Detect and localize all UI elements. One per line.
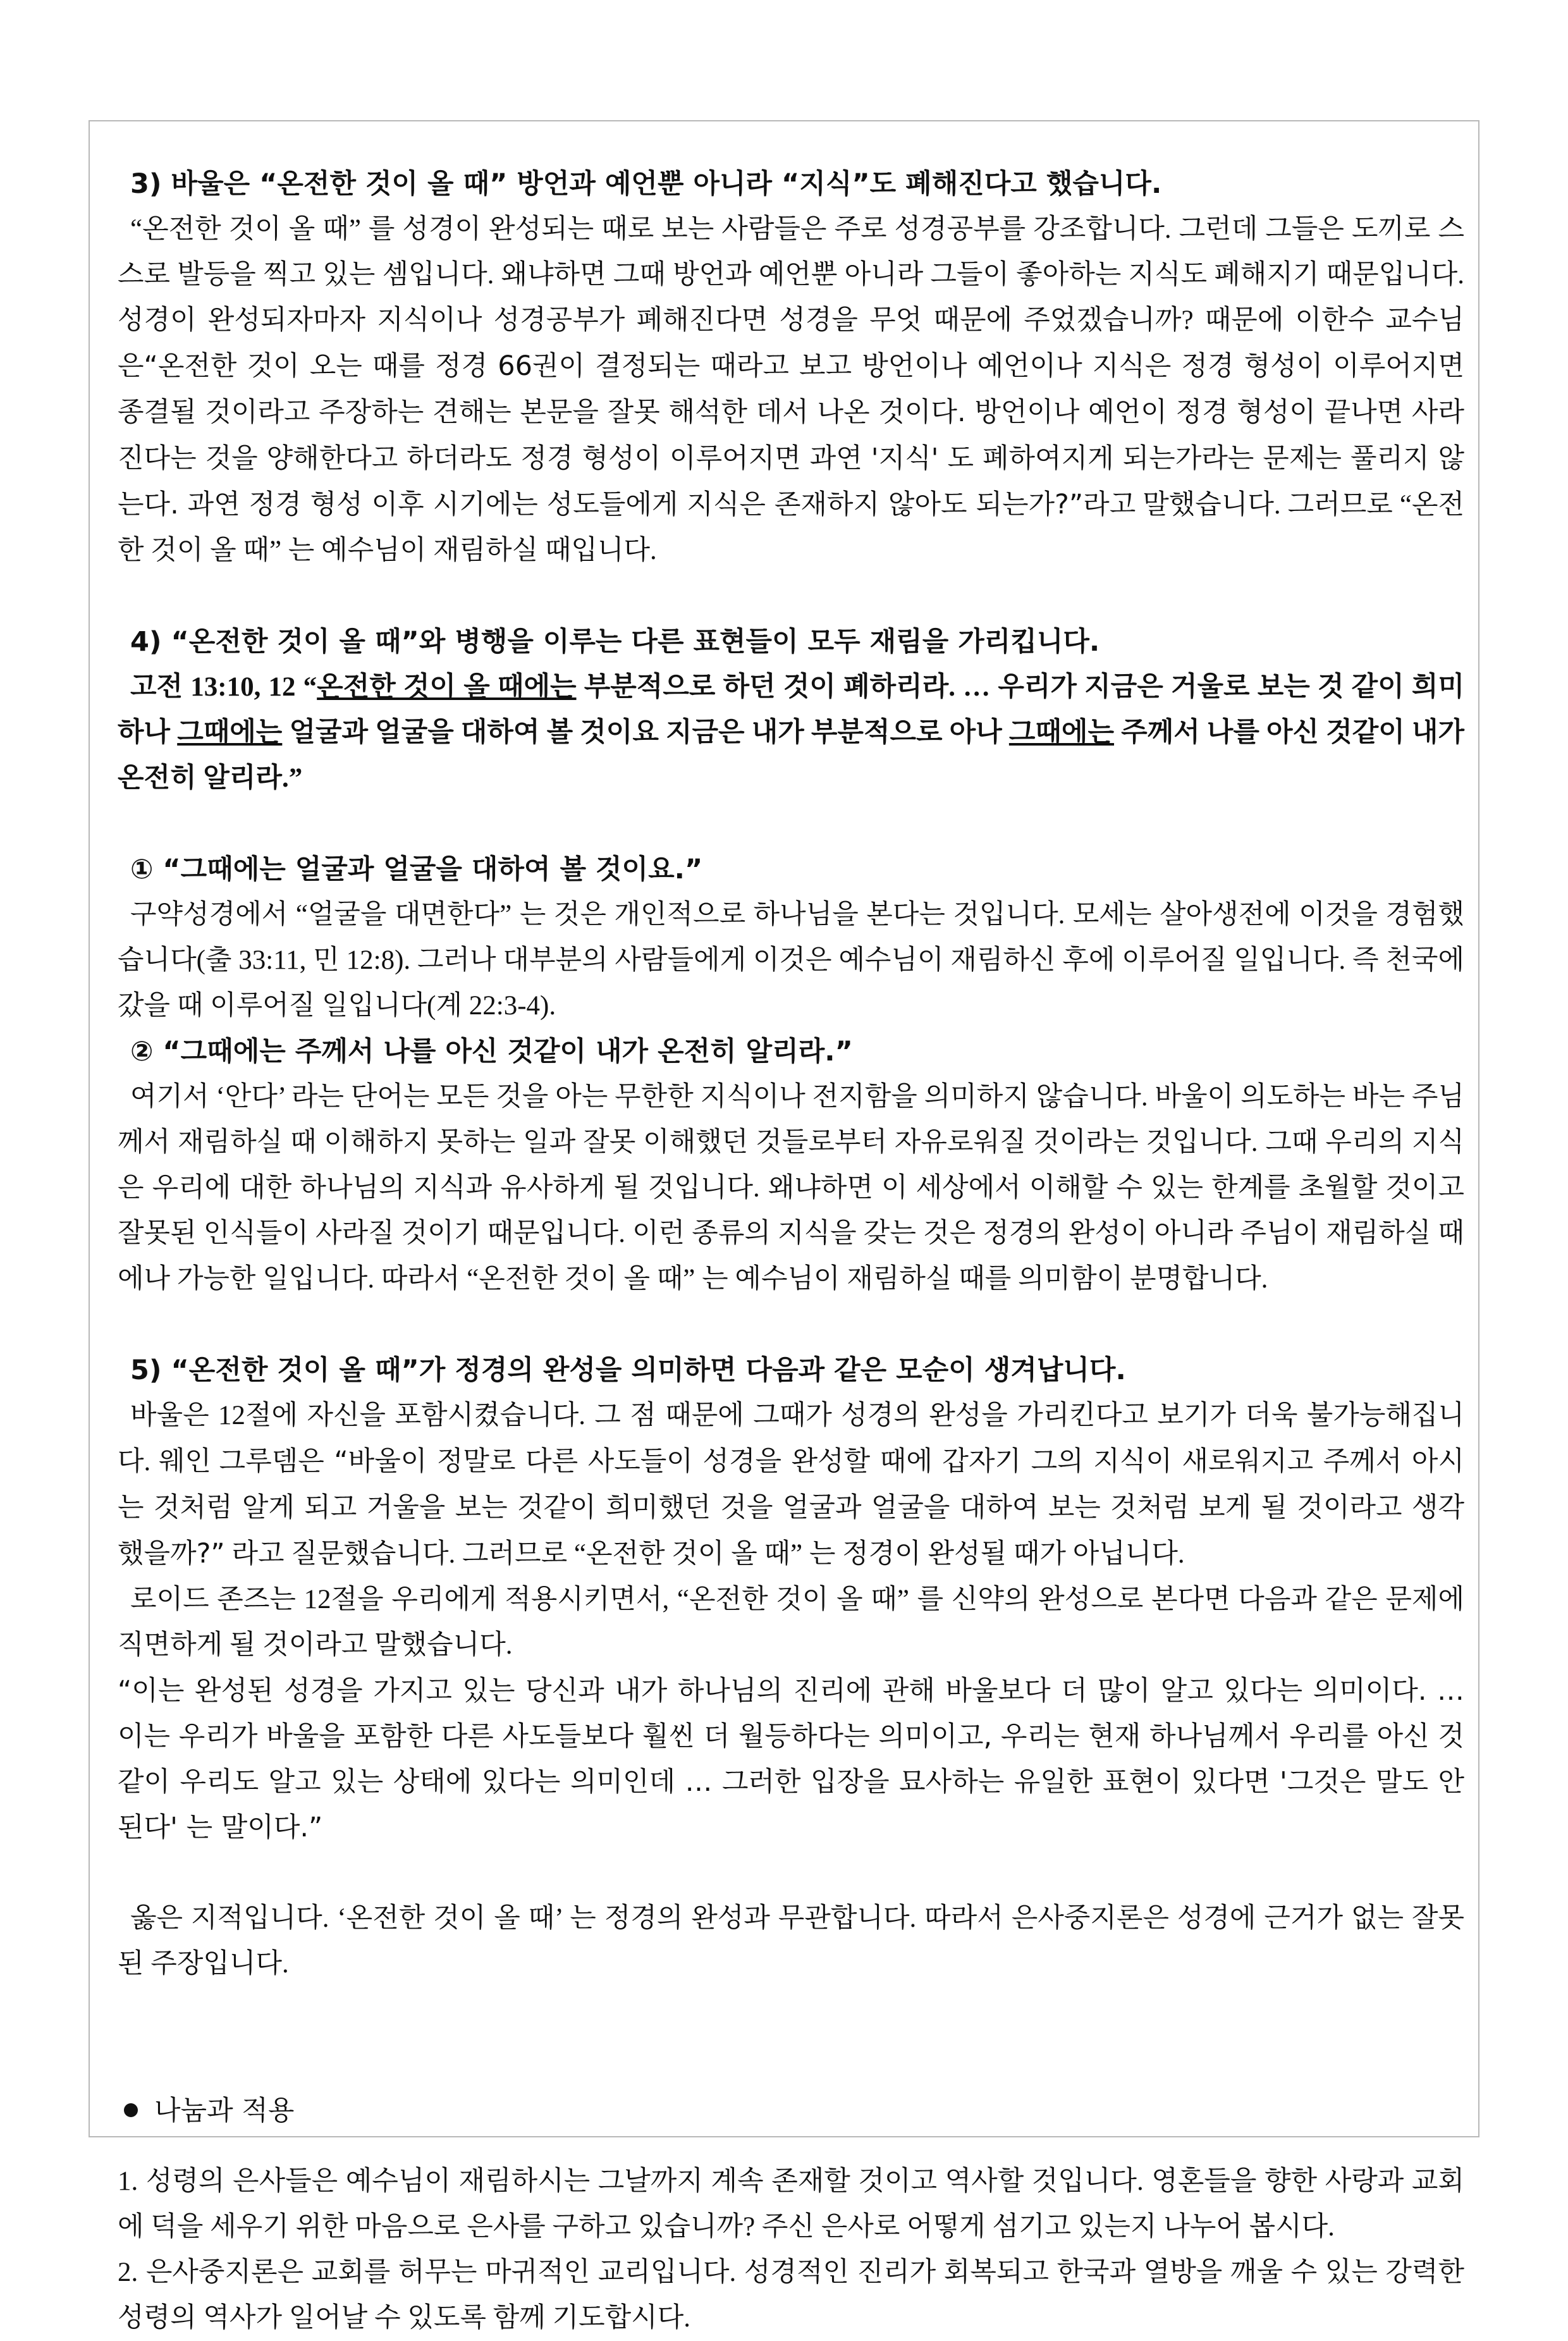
section-3-text: “온전한 것이 올 때” 를 성경이 완성되는 때로 보는 사람들은 주로 성경공부를 강조합니다. 그런데 그들은 도끼로 스스로 발등을 찍고 있는 셈입니다. 왜냐하면 그때 방언과 예언뿐 아니라 그들이 좋아하는 지식도 폐해지기 때문입니다. 성경이 완성되자마자 지식이나 성경공부가 폐해진다면 성경을 무엇 때문에 주었겠습니까? 때문에 이한수 교수님은 — [118, 214, 1464, 381]
verse-reference: 고전 13:10, 12 “ — [130, 672, 317, 702]
subpoint-2-text: 여기서 ‘안다’ 라는 단어는 모든 것을 아는 무한한 지식이나 전지함을 의미하지 않습니다. 바울이 의도하는 바는 주님께서 재림하실 때 이해하지 못하는 일과 잘못 이해했던 것들로부터 자유로워질 것이라는 것입니다. 그때 우리의 지식은 우리에 대한 하나님의 지식과 유사하게 될 것입니다. 왜냐하면 이 세상에서 이해할 수 있는 한계를 초월할 것이고 잘못된 인식들이 사라질 것이기 때문입니다. 이런 종류의 지식을 갖는 것은 정경의 완성이 아니라 주님이 재림하실 때에나 가능한 일입니다. 따라서 “온전한 것이 올 때” 는 예수님이 재림하실 때를 의미함이 분명합니다. — [118, 1082, 1464, 1294]
spacer — [118, 2134, 1464, 2159]
sharing-item-2: 2. 은사중지론은 교회를 허무는 마귀적인 교리입니다. 성경적인 진리가 회복되고 한국과 열방을 깨울 수 있는 강력한 성령의 역사가 일어날 수 있도록 함께 기도합시다. — [118, 2258, 1464, 2333]
section-5-text-b: 라고 질문했습니다. 그러므로 “온전한 것이 올 때” 는 정경이 완성될 때가 아닙니다. — [224, 1539, 1185, 1569]
section-3-paragraph — [118, 207, 1464, 574]
sharing-title-line — [118, 2088, 1464, 2134]
spacer — [118, 1850, 1464, 1896]
section-3-text-end: 라고 말했습니다. 그러므로 “온전한 것이 올 때” 는 예수님이 재림하실 때입니다. — [118, 490, 1464, 565]
verse-text-2: 얼굴과 얼굴을 대하여 볼 것이요 지금은 내가 부분적으로 아나 — [282, 718, 1009, 747]
verse-underline-2: 그때에는 — [177, 718, 283, 747]
section-5-text-a: 바울은 12절에 자신을 포함시켰습니다. 그 점 때문에 그때가 성경의 완성을 가리킨다고 보기가 더욱 불가능해집니다. 웨인 그루뎀은 — [118, 1401, 1464, 1477]
verse-text-1: 부분적으로 하던 것이 폐하리라. … 우리가 지금은 거울로 보는 것 같이 희미하나 — [118, 672, 1464, 747]
verse-underline-1: 온전한 것이 올 때에는 — [317, 672, 577, 702]
section-5-heading: 5) “온전한 것이 올 때”가 정경의 완성을 의미하면 다음과 같은 모순이 생겨납니다. — [130, 1355, 1126, 1386]
subpoint-1-heading: ① “그때에는 얼굴과 얼굴을 대하여 볼 것이요.” — [130, 854, 703, 885]
verse-underline-3: 그때에는 — [1008, 718, 1115, 747]
subpoint-2-heading: ② “그때에는 주께서 나를 아신 것같이 내가 온전히 알리라.” — [130, 1036, 853, 1067]
verse-text-3: 주께서 나를 아신 것같이 내가 온전히 알리라.” — [118, 718, 1464, 793]
section-5-paragraph-1 — [118, 1393, 1464, 1577]
spacer — [118, 1987, 1464, 2088]
spacer — [118, 801, 1464, 847]
sharing-item-1: 1. 성령의 은사들은 예수님이 재림하시는 그날까지 계속 존재할 것이고 역사할 것입니다. 영혼들을 향한 사랑과 교회에 덕을 세우기 위한 마음으로 은사를 구하고 있습니까? 주신 은사로 어떻게 섬기고 있는지 나누어 봅시다. — [118, 2166, 1464, 2242]
section-5-conclusion: 옳은 지적입니다. ‘온전한 것이 올 때’ 는 정경의 완성과 무관합니다. 따라서 은사중지론은 성경에 근거가 없는 잘못된 주장입니다. — [118, 1903, 1465, 1979]
section-5-paragraph-2: 로이드 존즈는 12절을 우리에게 적용시키면서, “온전한 것이 올 때” 를 신약의 완성으로 본다면 다음과 같은 문제에 직면하게 될 것이라고 말했습니다. — [118, 1585, 1464, 1660]
section-4-heading: 4) “온전한 것이 올 때”와 병행을 이루는 다른 표현들이 모두 재림을 가리킵니다. — [130, 626, 1100, 658]
section-5-quote-grudem: “바울이 정말로 다른 사도들이 성경을 완성할 때에 갑자기 그의 지식이 새로워지고 주께서 아시는 것처럼 알게 되고 거울을 보는 것같이 희미했던 것을 얼굴과 얼굴을 대하여 보는 것처럼 보게 될 것이라고 생각했을까?” — [118, 1446, 1464, 1570]
section-3-quote: “온전한 것이 오는 때를 정경 66권이 결정되는 때라고 보고 방언이나 예언이나 지식은 정경 형성이 이루어지면 종결될 것이라고 주장하는 견해는 본문을 잘못 해석한 데서 나온 것이다. 방언이나 예언이 정경 형성이 끝나면 사라진다는 것을 양해한다고 하더라도 정경 형성이 이루어지면 과연 '지식' 도 폐하여지게 되는가라는 문제는 풀리지 않는다. 과연 정경 형성 이후 시기에는 성도들에게 지식은 존재하지 않아도 되는가?” — [118, 350, 1464, 520]
section-5-quote-lloyd-jones: “이는 완성된 성경을 가지고 있는 당신과 내가 하나님의 진리에 관해 바울보다 더 많이 알고 있다는 의미이다. … 이는 우리가 바울을 포함한 다른 사도들보다 훨씬 더 월등하다는 의미이고, 우리는 현재 하나님께서 우리를 아신 것같이 우리도 알고 있는 상태에 있다는 의미인데 … 그러한 입장을 묘사하는 유일한 표현이 있다면 '그것은 말도 안 된다' 는 말이다.” — [118, 1675, 1464, 1843]
bible-verse — [118, 665, 1464, 801]
document-body — [118, 161, 1464, 2341]
subpoint-1-text: 구약성경에서 “얼굴을 대면한다” 는 것은 개인적으로 하나님을 본다는 것입니다. 모세는 살아생전에 이것을 경험했습니다(출 33:11, 민 12:8). 그러나 대부분의 사람들에게 이것은 예수님이 재림하신 후에 이루어질 일입니다. 즉 천국에 갔을 때 이루어질 일입니다(계 22:3-4). — [118, 900, 1465, 1021]
spacer — [118, 574, 1464, 619]
sharing-title: 나눔과 적용 — [154, 2095, 295, 2127]
spacer — [118, 1302, 1464, 1348]
section-3-heading: 3) 바울은 “온전한 것이 올 때” 방언과 예언뿐 아니라 “지식”도 폐해진다고 했습니다. — [130, 168, 1162, 200]
bullet-icon — [124, 2103, 138, 2117]
